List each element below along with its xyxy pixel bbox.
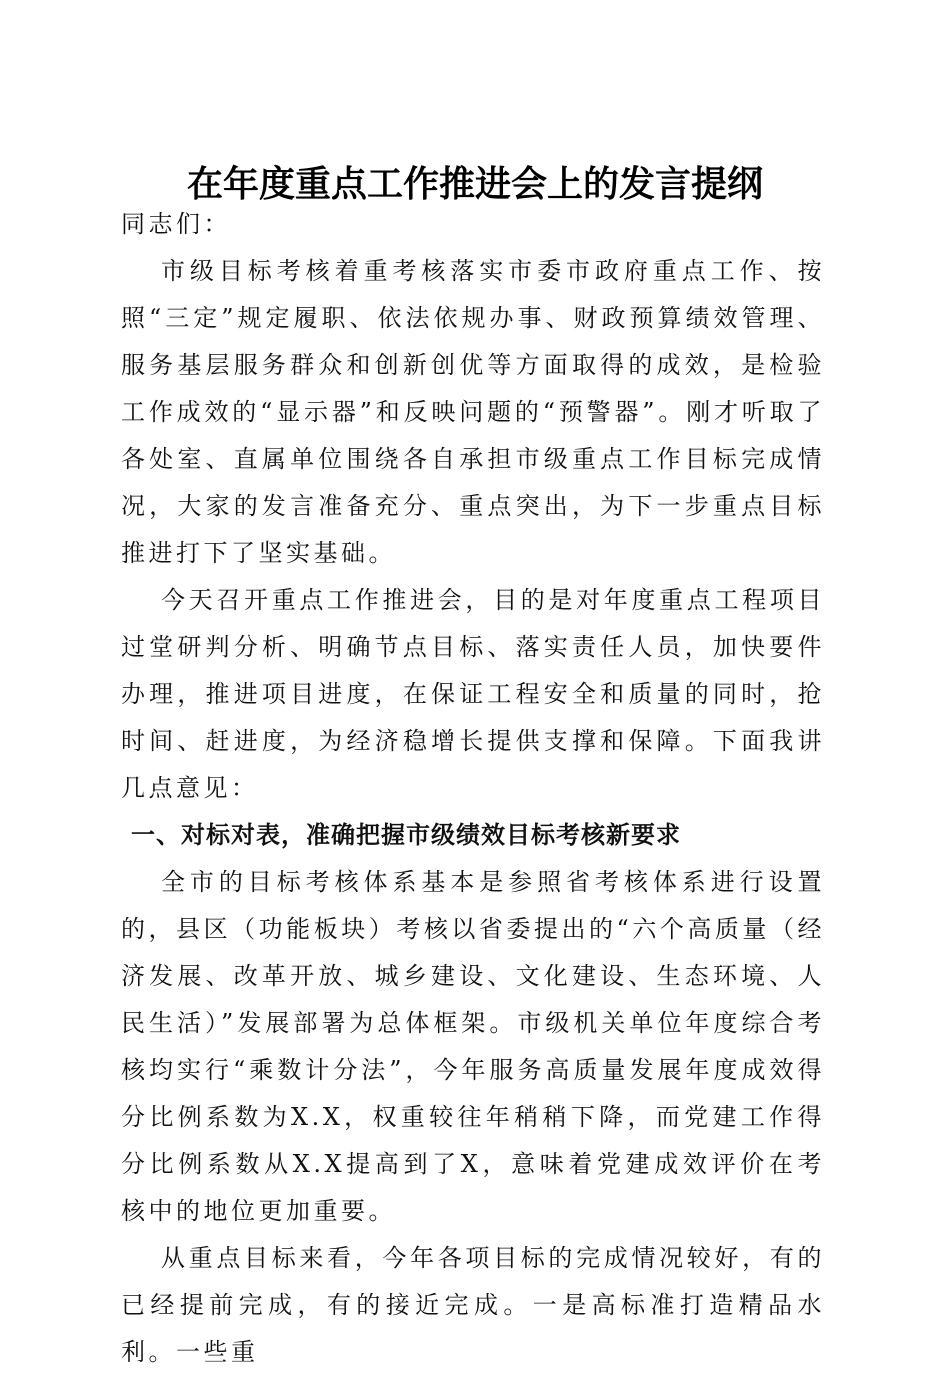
paragraph-assessment-system: 全市的目标考核体系基本是参照省考核体系进行设置的，县区（功能板块）考核以省委提出的“六个高质量（经济发展、改革开放、城乡建设、文化建设、生态环境、人民生活）”发展部署为总体框架。市级机关单位年度综合考核均实行“乘数计分法”，今年服务高质量发展年度成效得分比例系数为X.X，权重较往年稍稍下降，而党建工作得分比例系数从X.X提高到了X，意味着党建成效评价在考核中的地位更加重要。	[121, 868, 825, 1225]
paragraph-meeting-purpose: 今天召开重点工作推进会，目的是对年度重点工程项目过堂研判分析、明确节点目标、落实责任人员，加快要件办理，推进项目进度，在保证工程安全和质量的同时，抢时间、赶进度，为经济稳增长提供支撑和保障。下面我讲几点意见：	[121, 586, 825, 802]
document-title: 在年度重点工作推进会上的发言提纲	[186, 163, 763, 206]
paragraph-key-targets: 从重点目标来看，今年各项目标的完成情况较好，有的已经提前完成，有的接近完成。一是高标准打造精品水利。一些重	[121, 1244, 825, 1366]
salutation: 同志们：	[121, 210, 231, 238]
paragraph-intro: 市级目标考核着重考核落实市委市政府重点工作、按照“三定”规定履职、依法依规办事、财政预算绩效管理、服务基层服务群众和创新创优等方面取得的成效，是检验工作成效的“显示器”和反映问题的“预警器”。刚才听取了各处室、直属单位围绕各自承担市级重点工作目标完成情况，大家的发言准备充分、重点突出，为下一步重点目标推进打下了坚实基础。	[121, 257, 825, 567]
document-body	[121, 201, 825, 1376]
section-heading-one: 一、对标对表，准确把握市级绩效目标考核新要求	[131, 821, 681, 849]
